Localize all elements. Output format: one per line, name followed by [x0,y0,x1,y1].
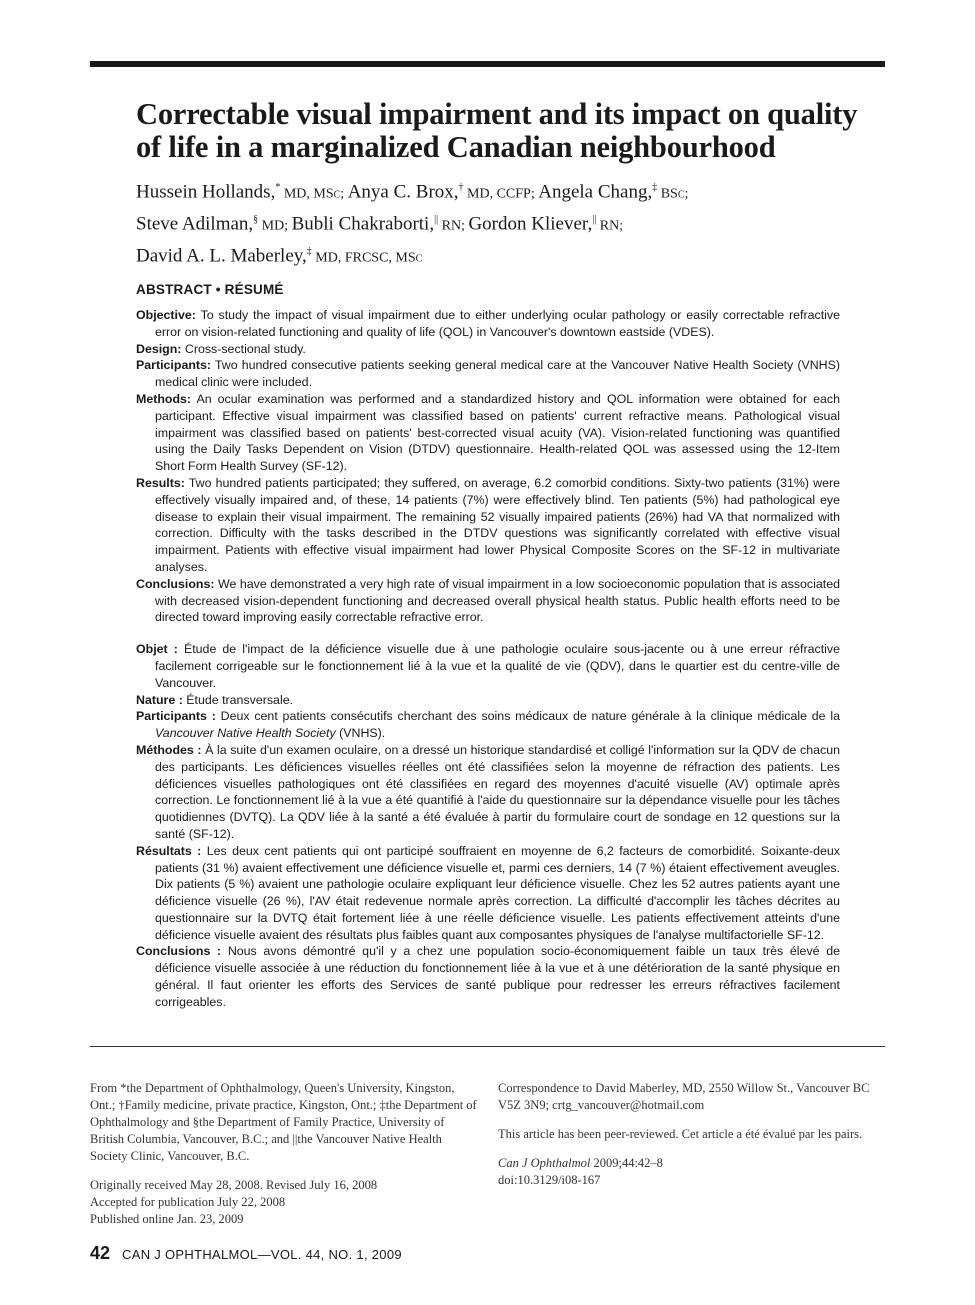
section-label: Design: [136,341,182,356]
section-label: Conclusions : [136,944,222,959]
affiliation-mark: ‡ [306,245,312,257]
affiliation-mark: § [253,213,259,225]
citation-ref: 2009;44:42–8 [590,1156,663,1170]
resume-methodes [136,742,840,843]
page-number: 42 [90,1243,111,1263]
author-degree: BSc; [657,186,689,202]
article-title: Correctable visual impairment and its impact on quality of life in a marginalized Canadian neighbourhood [136,97,858,164]
section-text: Étude transversale. [182,692,294,707]
society-name: Vancouver Native Health Society [155,726,336,741]
section-label: Participants : [136,709,216,724]
author-name: David A. L. Maberley, [136,244,307,266]
section-label: Results: [136,475,185,490]
affiliation-mark: * [275,182,281,193]
top-rule [90,61,885,67]
section-text: To study the impact of visual impairment due to either underlying ocular pathology or easily correctable refractive error on vision-related functioning and quality of life (QOL) in Vancouver's downtown eastside (VDES). [155,308,840,339]
article-dates [90,1177,480,1228]
footnote-rule [90,1046,885,1047]
section-text: An ocular examination was performed and a standardized history and QOL information were obtained for each participant. Effective visual impairment was classified based on patients' current refractive means. Pathological visual impairment was classified based on patients' best-corrected visual acuity (VA). Vision-related functioning was quantified using the Daily Tasks Dependent on Vision (DTDV) questionnaire. Health-related QOL was assessed using the 12-Item Short Form Health Survey (SF-12). [155,391,840,474]
abstract-objective [136,307,840,341]
author-degree: RN; [438,218,469,234]
section-label: Methods: [136,391,192,406]
footnote-left-column [90,1080,480,1240]
footnote-right-column [498,1080,888,1201]
resume-conclusions [136,943,840,1010]
section-text: We have demonstrated a very high rate of visual impairment in a low socioeconomic population that is associated with decreased vision-dependent functioning and decreased overall physical health status. Public health efforts need to be directed toward improving easily correctable refractive error. [155,576,840,625]
section-text: À la suite d'un examen oculaire, on a dressé un historique standardisé et colligé l'information sur la QDV de chacun des participants. Les déficiences visuelles réelles ont été classifiées selon la moyenne de réfraction des patients. Les déficiences visuelles pathologiques ont été classifiées en regard des moyennes d'acuité visuelle (AV) optimale après correction. Le fonctionnement lié à la vue a été quantifié à l'aide du questionnaire sur la dépendance visuelle pour les tâches quotidiennes (DVTQ). La QDV liée à la santé a été évaluée à partir du formulaire court de sondage en 12 questions sur la santé (SF-12). [155,742,840,841]
author-name: Steve Adilman, [136,213,254,235]
journal-footer: CAN J OPHTHALMOL—VOL. 44, NO. 1, 2009 [122,1247,402,1262]
abstract-design [136,341,840,358]
correspondence: Correspondence to David Maberley, MD, 2550 Willow St., Vancouver BC V5Z 3N9; crtg_vancouver@hotmail.com [498,1081,870,1112]
abstract-conclusions [136,576,840,626]
resume-objet [136,641,840,691]
section-label: Objet : [136,642,178,657]
abstract-body [136,307,840,1011]
author-degree: MD; [258,218,292,234]
received-date: Originally received May 28, 2008. Revised July 16, 2008 [90,1178,378,1192]
author-degree: MD, CCFP; [463,186,539,202]
resume-nature [136,692,840,709]
abstract-results [136,475,840,576]
section-label: Objective: [136,308,196,322]
published-date: Published online Jan. 23, 2009 [90,1212,244,1226]
section-text: Two hundred patients participated; they suffered, on average, 6.2 comorbid conditions. Sixty-two patients (31%) were effectively visually impaired and, of these, 14 patients (7%) were effectively blind. Ten patients (5%) had pathological eye disease to explain their visual impairment. The remaining 52 visually impaired patients (26%) had VA that normalized with correction. Difficulty with the tasks described in the DTDV questions was significantly correlated with effective visual impairment. Patients with effective visual impairment had lower Physical Composite Scores on the SF-12 in multivariate analyses. [155,475,840,574]
citation [498,1155,888,1189]
author-list [136,175,876,270]
abstract-methods [136,391,840,475]
affiliation-mark: || [434,213,439,225]
author-degree: MD, FRCSC, MSc [311,249,423,265]
author-name: Bubli Chakraborti, [291,213,435,235]
section-label: Méthodes : [136,742,202,757]
accepted-date: Accepted for publication July 22, 2008 [90,1195,286,1209]
section-text: Les deux cent patients qui ont participé souffraient en moyenne de 6,2 facteurs de comorbidité. Soixante-deux patients (31 %) avaient effectivement une déficience visuelle et, parmi ces derniers, 14 (7 %) étaient effectivement aveugles. Dix patients (5 %) avaient une pathologie oculaire expliquant leur déficience visuelle. Chez les 52 autres patients ayant une déficience visuelle (26 %), l'AV était redevenue normale après correction. La difficulté d'accomplir les tâches décrites au questionnaire sur la DVTQ était fortement liée à une réelle déficience visuelle. Les patients effectivement atteints d'une déficience visuelle avaient des résultats plus faibles quant aux composantes physiques de l'analyse multifactorielle SF-12. [155,843,840,942]
section-label: Participants: [136,358,212,373]
section-text: Cross-sectional study. [181,341,306,356]
affiliation-mark: ‡ [652,182,658,193]
abstract-participants [136,357,840,391]
affiliation-mark: † [458,182,464,193]
section-text: Étude de l'impact de la déficience visuelle due à une pathologie oculaire sous-jacente ou à une erreur réfractive facilement corrigeable sur le fonctionnement lié à la vue et la qualité de vie (QDV), dans le quartier est du centre-ville de Vancouver. [155,642,840,690]
section-text: Deux cent patients consécutifs cherchant des soins médicaux de nature générale à la clinique médicale de la [215,709,840,724]
affiliations: From *the Department of Ophthalmology, Queen's University, Kingston, Ont.; †Family medicine, private practice, Kingston, Ont.; ‡the Department of Ophthalmology and §the Department of Family Practice, University of British Columbia, Vancouver, B.C.; and ||the Vancouver Native Health Society Clinic, Vancouver, B.C. [90,1081,477,1163]
author-name: Gordon Kliever, [468,213,593,235]
section-label: Résultats : [136,843,202,858]
author-degree: RN; [596,218,624,234]
page-footer [90,1243,402,1264]
peer-review-note: This article has been peer-reviewed. Cet article a été évalué par les pairs. [498,1127,863,1141]
abstract-heading: ABSTRACT • RÉSUMÉ [136,282,284,297]
author-name: Angela Chang, [538,181,653,203]
author-name: Hussein Hollands, [136,181,276,203]
section-label: Conclusions: [136,576,215,591]
affiliation-mark: || [592,213,597,225]
section-text: Two hundred consecutive patients seeking general medical care at the Vancouver Native Health Society (VNHS) medical clinic were included. [155,358,840,390]
author-name: Anya C. Brox, [347,181,459,203]
resume-participants [136,708,840,742]
citation-journal: Can J Ophthalmol [498,1156,591,1170]
resume-resultats [136,843,840,944]
section-text: (VNHS). [335,726,386,741]
author-degree: MD, MSc; [280,186,348,202]
section-text: Nous avons démontré qu'il y a chez une population socio-économiquement faible un taux très élevé de déficience visuelle associée à une réduction du fonctionnement liée à la vue et à une détérioration de la santé physique en général. Il faut orienter les efforts des Services de santé publique pour redresser les erreurs réfractives facilement corrigeables. [155,944,840,1009]
doi-link[interactable]: doi:10.3129/i08-167 [498,1173,601,1187]
section-label: Nature : [136,692,183,707]
